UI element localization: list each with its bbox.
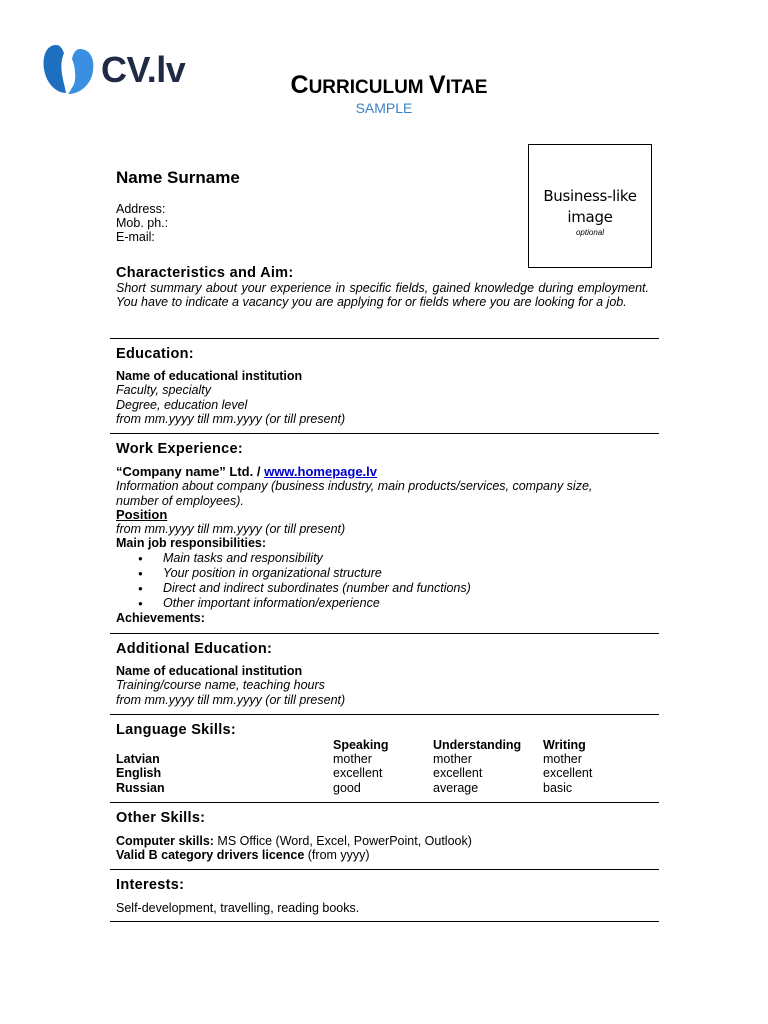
drivers-licence-line: Valid B category drivers licence (from yyyy) bbox=[116, 848, 370, 863]
photo-placeholder bbox=[528, 144, 652, 268]
list-item: ● Main tasks and responsibility bbox=[116, 551, 636, 566]
company-info: Information about company (business industry, main products/services, company size, number of employees). bbox=[116, 479, 593, 508]
additional-education-block bbox=[116, 664, 345, 707]
education-faculty: Faculty, specialty bbox=[116, 383, 211, 398]
education-degree: Degree, education level bbox=[116, 397, 248, 412]
table-row bbox=[116, 766, 623, 780]
position-title: Position bbox=[116, 506, 168, 522]
list-item: ● Your position in organizational structure bbox=[116, 566, 636, 581]
photo-label-line2: image bbox=[567, 208, 613, 226]
education-institution: Name of educational institution bbox=[116, 369, 303, 383]
additional-education-course: Training/course name, teaching hours bbox=[116, 678, 325, 693]
email-label: E-mail: bbox=[116, 230, 155, 244]
speaking-level: good bbox=[333, 780, 361, 795]
section-divider bbox=[110, 921, 659, 922]
characteristics-body: Short summary about your experience in specific fields, gained knowledge during employment. You have to indicate a vacancy you are applying for or fields where you are looking for a job. bbox=[116, 281, 649, 310]
section-divider bbox=[110, 869, 659, 870]
responsibilities-list bbox=[116, 551, 636, 611]
additional-education-institution: Name of educational institution bbox=[116, 664, 303, 678]
section-divider bbox=[110, 433, 659, 434]
section-divider bbox=[110, 802, 659, 803]
education-heading: Education: bbox=[116, 346, 194, 362]
additional-education-dates: from mm.yyyy till mm.yyyy (or till present) bbox=[116, 692, 346, 707]
interests-heading: Interests: bbox=[116, 877, 185, 893]
language-name: Russian bbox=[116, 780, 165, 795]
language-skills-table bbox=[116, 738, 623, 795]
table-row bbox=[116, 781, 623, 795]
achievements-label: Achievements: bbox=[116, 610, 205, 625]
photo-note: optional bbox=[575, 228, 605, 237]
section-divider bbox=[110, 714, 659, 715]
company-homepage-link[interactable]: www.homepage.lv bbox=[264, 464, 378, 479]
list-item: ● Direct and indirect subordinates (number and functions) bbox=[116, 581, 636, 596]
table-row bbox=[116, 752, 623, 766]
column-header-speaking: Speaking bbox=[333, 738, 389, 752]
other-skills-block bbox=[116, 834, 472, 863]
writing-level: basic bbox=[543, 780, 573, 795]
understanding-level: excellent bbox=[433, 766, 483, 781]
phone-label: Mob. ph.: bbox=[116, 216, 169, 230]
list-item: ● Other important information/experience bbox=[116, 596, 636, 611]
document-title: CURRICULUM VITAE bbox=[290, 71, 488, 99]
understanding-level: mother bbox=[433, 752, 472, 767]
work-experience-heading: Work Experience: bbox=[116, 441, 244, 457]
characteristics-heading: Characteristics and Aim: bbox=[116, 265, 294, 281]
interests-body: Self-development, travelling, reading books. bbox=[116, 901, 360, 915]
other-skills-heading: Other Skills: bbox=[116, 810, 206, 826]
company-line bbox=[116, 465, 636, 479]
computer-skills-line: Computer skills: MS Office (Word, Excel, PowerPoint, Outlook) bbox=[116, 834, 472, 848]
language-name: English bbox=[116, 766, 162, 781]
education-dates: from mm.yyyy till mm.yyyy (or till present) bbox=[116, 411, 346, 426]
section-divider bbox=[110, 338, 659, 339]
speaking-level: mother bbox=[333, 752, 372, 767]
address-label: Address: bbox=[116, 202, 166, 216]
column-header-writing: Writing bbox=[543, 738, 586, 752]
education-block bbox=[116, 369, 345, 426]
language-name: Latvian bbox=[116, 752, 160, 767]
table-header-row bbox=[116, 738, 623, 752]
writing-level: excellent bbox=[543, 766, 593, 781]
additional-education-heading: Additional Education: bbox=[116, 641, 273, 657]
column-header-understanding: Understanding bbox=[433, 738, 522, 752]
understanding-level: average bbox=[433, 780, 479, 795]
company-name: “Company name” Ltd. / bbox=[116, 464, 265, 479]
language-skills-heading: Language Skills: bbox=[116, 722, 237, 738]
responsibilities-label: Main job responsibilities: bbox=[116, 536, 267, 551]
speaking-level: excellent bbox=[333, 766, 383, 781]
contact-block bbox=[116, 202, 168, 244]
logo-text: CV.lv bbox=[101, 49, 186, 90]
person-name: Name Surname bbox=[116, 168, 240, 187]
section-divider bbox=[110, 633, 659, 634]
writing-level: mother bbox=[543, 752, 582, 767]
document-subtitle: SAMPLE bbox=[355, 100, 413, 116]
photo-label-line1: Business-like bbox=[543, 187, 637, 205]
work-experience-block bbox=[116, 465, 636, 625]
work-dates: from mm.yyyy till mm.yyyy (or till present) bbox=[116, 522, 346, 537]
